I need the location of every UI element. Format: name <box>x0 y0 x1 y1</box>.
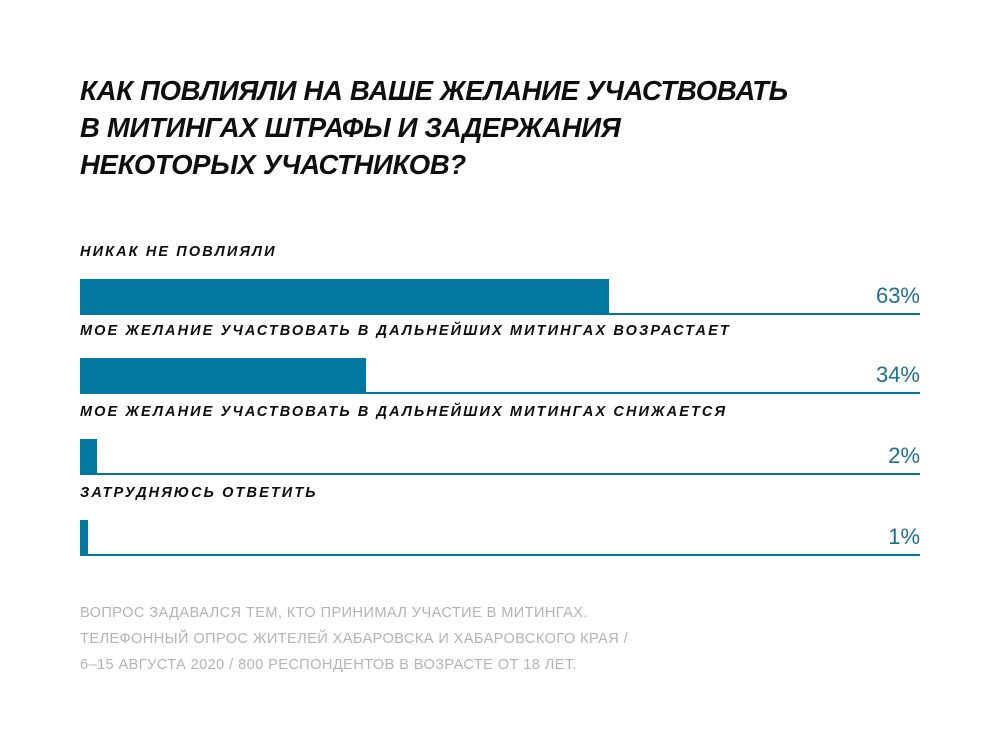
bar <box>80 358 366 392</box>
bar-baseline <box>80 392 920 394</box>
bar-baseline <box>80 313 920 315</box>
bar-track <box>80 358 920 394</box>
bar-baseline <box>80 473 920 475</box>
bar <box>80 279 609 313</box>
footnote-line: ТЕЛЕФОННЫЙ ОПРОС ЖИТЕЛЕЙ ХАБАРОВСКА И ХАБАРОВСКОГО КРАЯ / <box>80 631 629 647</box>
value-label: 34% <box>875 362 920 387</box>
category-label: МОЕ ЖЕЛАНИЕ УЧАСТВОВАТЬ В ДАЛЬНЕЙШИХ МИТИНГАХ ВОЗРАСТАЕТ <box>80 323 731 339</box>
bar-row <box>80 322 920 402</box>
bar-track <box>80 439 920 475</box>
chart-title-line: КАК ПОВЛИЯЛИ НА ВАШЕ ЖЕЛАНИЕ УЧАСТВОВАТЬ <box>80 75 788 106</box>
bar <box>80 439 97 473</box>
bar <box>80 520 88 554</box>
chart-title-line: НЕКОТОРЫХ УЧАСТНИКОВ? <box>80 149 466 180</box>
bar-row <box>80 484 920 564</box>
footnote-line: 6–15 АВГУСТА 2020 / 800 РЕСПОНДЕНТОВ В ВОЗРАСТЕ ОТ 18 ЛЕТ. <box>80 657 578 673</box>
category-label: МОЕ ЖЕЛАНИЕ УЧАСТВОВАТЬ В ДАЛЬНЕЙШИХ МИТИНГАХ СНИЖАЕТСЯ <box>80 404 728 420</box>
bar-row <box>80 243 920 323</box>
chart-title-line: В МИТИНГАХ ШТРАФЫ И ЗАДЕРЖАНИЯ <box>80 112 621 143</box>
bar-track <box>80 520 920 556</box>
bar-baseline <box>80 554 920 556</box>
footnote-line: ВОПРОС ЗАДАВАЛСЯ ТЕМ, КТО ПРИНИМАЛ УЧАСТИЕ В МИТИНГАХ. <box>80 605 588 621</box>
category-label: НИКАК НЕ ПОВЛИЯЛИ <box>80 244 277 260</box>
bar-row <box>80 403 920 483</box>
footnote <box>80 600 940 678</box>
value-label: 1% <box>888 524 920 549</box>
value-label: 63% <box>875 283 920 308</box>
bar-track <box>80 279 920 315</box>
category-label: ЗАТРУДНЯЮСЬ ОТВЕТИТЬ <box>80 485 318 501</box>
value-label: 2% <box>888 443 920 468</box>
